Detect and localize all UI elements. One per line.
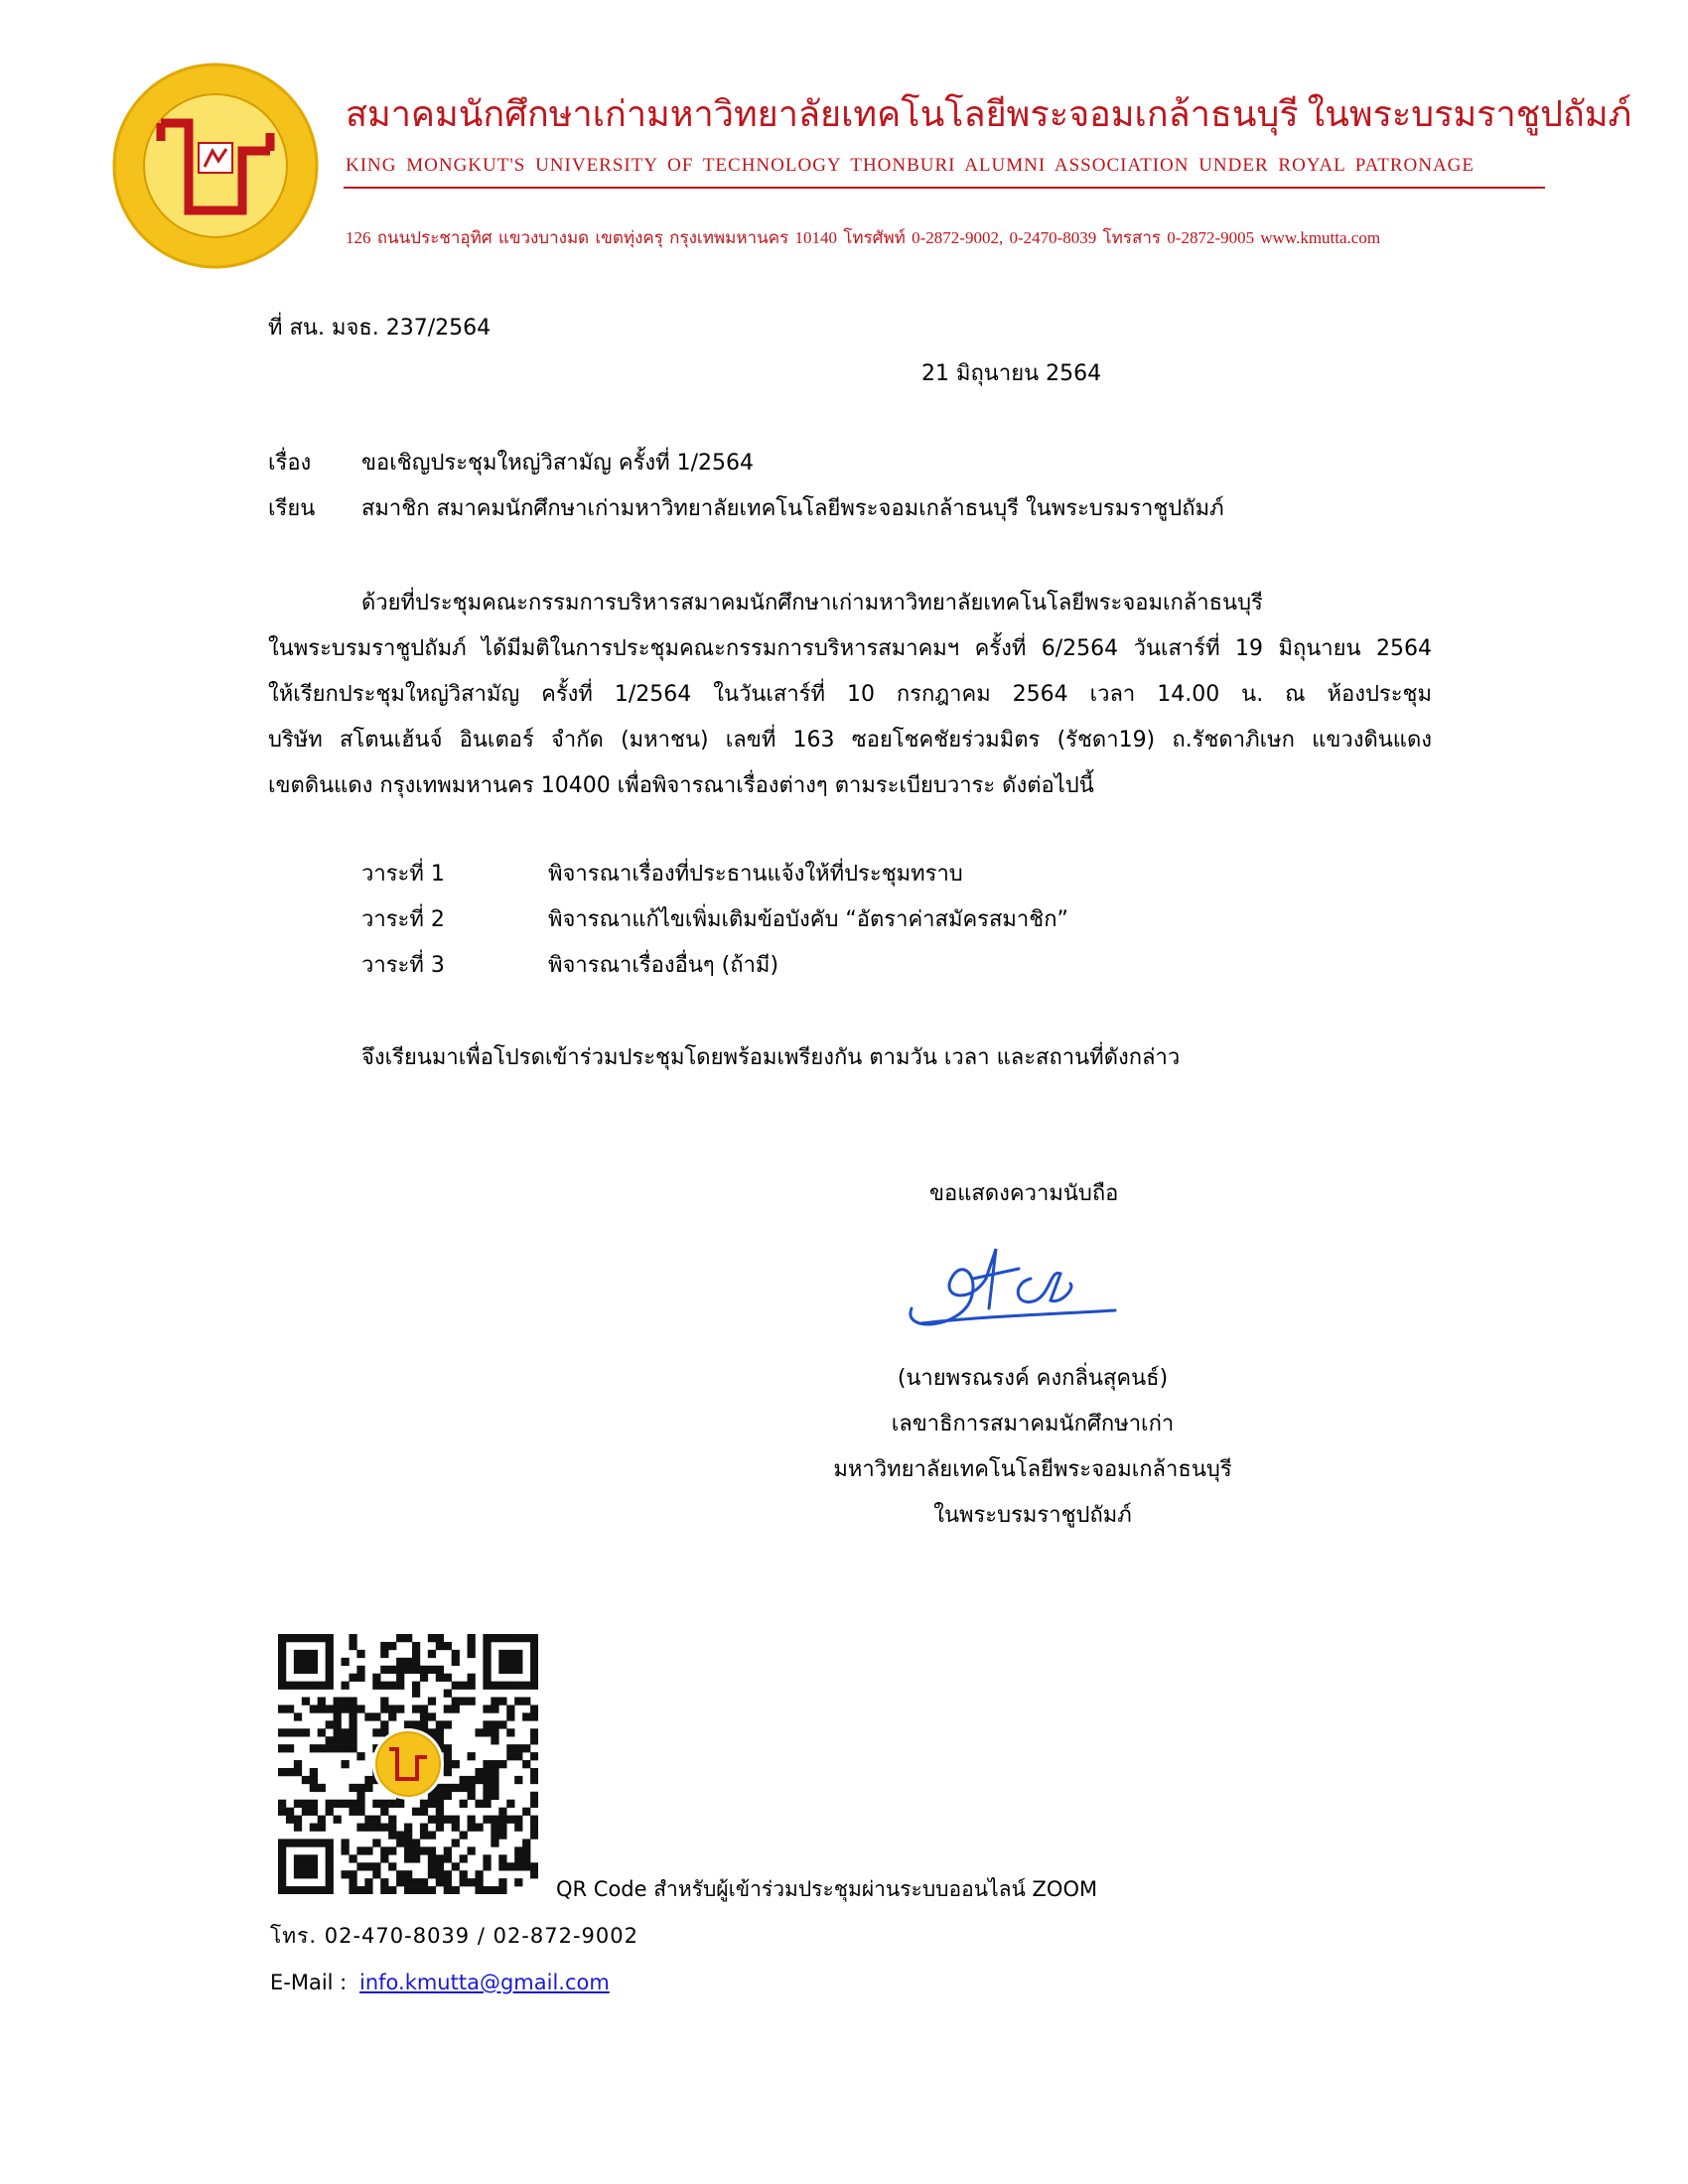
body-line: ในพระบรมราชูปถัมภ์ ได้มีมติในการประชุมคณะกรรมการบริหารสมาคมฯ ครั้งที่ 6/2564 วันเสาร์ที่ 19 มิถุนายน 2564 [268,636,1432,661]
org-name-thai: สมาคมนักศึกษาเก่ามหาวิทยาลัยเทคโนโลยีพระจอมเกล้าธนบุรี ในพระบรมราชูปถัมภ์ [346,94,1632,134]
header-divider [344,187,1545,189]
association-logo [111,62,320,270]
recipient-label: เรียน [268,496,316,521]
qr-center-logo [376,1732,440,1796]
subject-text: ขอเชิญประชุมใหญ่วิสามัญ ครั้งที่ 1/2564 [361,451,755,476]
letter-date: 21 มิถุนายน 2564 [921,361,1102,386]
signatory-name: (นายพรณรงค์ คงกลิ่นสุคนธ์) [897,1366,1169,1391]
agenda-number: วาระที่ 1 [361,862,445,887]
regards: ขอแสดงความนับถือ [929,1181,1119,1206]
org-address: 126 ถนนประชาอุทิศ แขวงบางมด เขตทุ่งครุ กรุงเทพมหานคร 10140 โทรศัพท์ 0-2872-9002, 0-2470-8039 โทรสาร 0-2872-9005 www.kmutta.com [346,228,1381,247]
signatory-title: ในพระบรมราชูปถัมภ์ [933,1503,1132,1528]
zoom-qr-code[interactable] [278,1634,538,1894]
body-line: เขตดินแดง กรุงเทพมหานคร 10400 เพื่อพิจารณาเรื่องต่างๆ ตามระเบียบวาระ ดังต่อไปนี้ [268,773,1094,798]
agenda-number: วาระที่ 2 [361,907,445,932]
contact-phone: โทร. 02-470-8039 / 02-872-9002 [270,1924,638,1948]
agenda-number: วาระที่ 3 [361,953,445,978]
subject-label: เรื่อง [268,451,312,476]
closing-sentence: จึงเรียนมาเพื่อโปรดเข้าร่วมประชุมโดยพร้อมเพรียงกัน ตามวัน เวลา และสถานที่ดังกล่าว [361,1045,1181,1070]
agenda-text: พิจารณาแก้ไขเพิ่มเติมข้อบังคับ “อัตราค่าสมัครสมาชิก” [548,907,1068,932]
body-line: บริษัท สโตนเฮ้นจ์ อินเตอร์ จำกัด (มหาชน) เลขที่ 163 ซอยโชคชัยร่วมมิตร (รัชดา19) ถ.รัชดาภิเษก แขวงดินแดง [268,728,1432,752]
recipient-text: สมาชิก สมาคมนักศึกษาเก่ามหาวิทยาลัยเทคโนโลยีพระจอมเกล้าธนบุรี ในพระบรมราชูปถัมภ์ [361,496,1224,521]
body-line: ด้วยที่ประชุมคณะกรรมการบริหารสมาคมนักศึกษาเก่ามหาวิทยาลัยเทคโนโลยีพระจอมเกล้าธนบุรี [361,591,1263,615]
agenda-text: พิจารณาเรื่องที่ประธานแจ้งให้ที่ประชุมทราบ [548,862,963,887]
email-link[interactable]: info.kmutta@gmail.com [359,1971,610,1994]
reference-number: ที่ สน. มจธ. 237/2564 [268,316,492,341]
handwritten-signature [902,1239,1122,1338]
email-label: E-Mail : [270,1971,348,1994]
agenda-text: พิจารณาเรื่องอื่นๆ (ถ้ามี) [548,953,779,978]
qr-caption: QR Code สำหรับผู้เข้าร่วมประชุมผ่านระบบออนไลน์ ZOOM [556,1877,1098,1901]
org-name-english: KING MONGKUT'S UNIVERSITY OF TECHNOLOGY THONBURI ALUMNI ASSOCIATION UNDER ROYAL PATRONAGE [346,155,1475,176]
signatory-title: มหาวิทยาลัยเทคโนโลยีพระจอมเกล้าธนบุรี [833,1457,1232,1482]
body-line: ให้เรียกประชุมใหญ่วิสามัญ ครั้งที่ 1/2564 ในวันเสาร์ที่ 10 กรกฎาคม 2564 เวลา 14.00 น. ณ ห้องประชุม [268,682,1432,707]
signatory-title: เลขาธิการสมาคมนักศึกษาเก่า [891,1412,1175,1436]
